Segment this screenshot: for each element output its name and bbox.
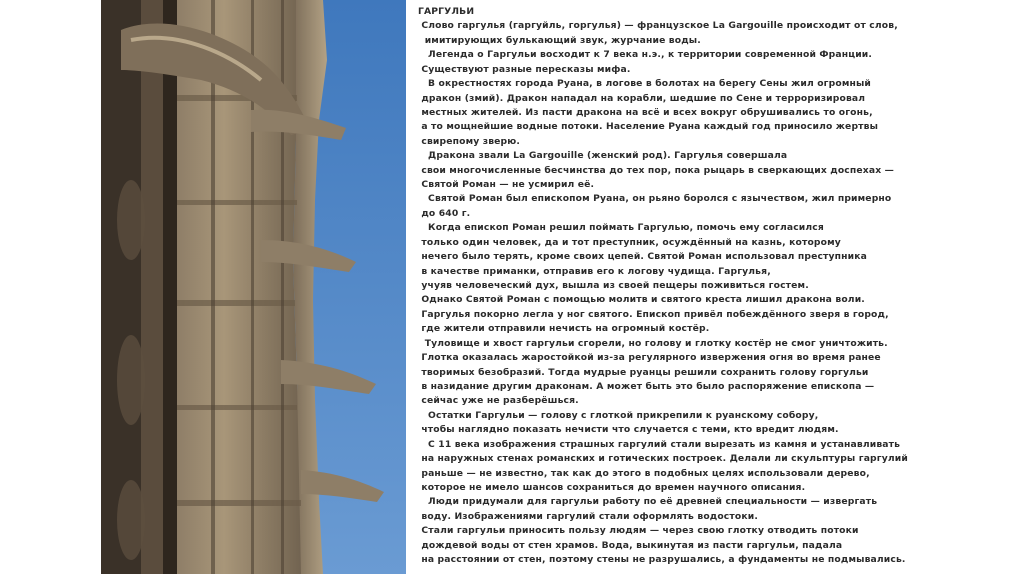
text-line: Стали гаргульи приносить пользу людям — через свою глотку отводить потоки (418, 525, 859, 537)
text-line: Слово гаргулья (гаргуйль, горгулья) — французское La Gargouille происходит от слов, (418, 20, 898, 32)
text-line: Гаргулья покорно легла у ног святого. Епископ привёл побеждённого зверя в город, (418, 308, 889, 320)
text-line: Глотка оказалась жаростойкой из-за регулярного извержения огня во время ранее (418, 352, 881, 364)
gargoyles-image (101, 0, 406, 574)
text-line: учуяв человеческий дух, вышла из своей пещеры поживиться гостем. (418, 280, 809, 292)
text-line: чтобы наглядно показать нечисти что случается с теми, кто вредит людям. (418, 424, 839, 436)
slide-title: ГАРГУЛЬИ (418, 6, 475, 17)
text-line: в качестве приманки, отправив его к логову чудища. Гаргулья, (418, 265, 771, 277)
text-line: местных жителей. Из пасти дракона на всё и всех вокруг обрушивались то огонь, (418, 106, 873, 118)
text-line: где жители отправили нечисть на огромный костёр. (418, 323, 710, 335)
text-line: С 11 века изображения страшных гаргулий стали вырезать из камня и устанавливать (418, 438, 901, 450)
text-line: до 640 г. (418, 207, 471, 219)
text-line: Существуют разные пересказы мифа. (418, 63, 631, 75)
text-line: на расстоянии от стен, поэтому стены не разрушались, а фундаменты не подмывались. (418, 554, 906, 566)
text-line: сейчас уже не разберёшься. (418, 395, 579, 407)
text-line: Остатки Гаргульи — голову с глоткой прикрепили к руанскому собору, (418, 409, 819, 421)
gargoyles-photo (101, 0, 406, 574)
text-line: свирепому зверю. (418, 135, 520, 147)
text-line: творимых безобразий. Тогда мудрые руанцы решили сохранить голову горгульи (418, 366, 869, 378)
text-line: Святой Роман был епископом Руана, он рьяно боролся с язычеством, жил примерно (418, 193, 892, 205)
text-line: которое не имело шансов сохраниться до времен научного описания. (418, 481, 806, 493)
text-line: Туловище и хвост гаргульи сгорели, но голову и глотку костёр не смог уничтожить. (418, 337, 888, 349)
text-line: на наружных стенах романских и готических построек. Делали ли скульптуры гаргулий (418, 453, 908, 465)
text-line: Святой Роман — не усмирил её. (418, 179, 595, 191)
text-line: В окрестностях города Руана, в логове в болотах на берегу Сены жил огромный (418, 78, 872, 90)
article-text (418, 5, 918, 567)
text-line: Легенда о Гаргульи восходит к 7 века н.э., к территории современной Франции. (418, 49, 873, 61)
text-line: Люди придумали для гаргульи работу по её древней специальности — извергать (418, 496, 878, 508)
text-line: Однако Святой Роман с помощью молитв и святого креста лишил дракона воли. (418, 294, 865, 306)
text-line: а то мощнейшие водные потоки. Население Руана каждый год приносило жертвы (418, 121, 879, 133)
text-line: свои многочисленные бесчинства до тех пор, пока рыцарь в сверкающих доспехах — (418, 164, 894, 176)
text-line: раньше — не известно, так как до этого в подобных целях использовали дерево, (418, 467, 870, 479)
text-line: имитирующих булькающий звук, журчание воды. (418, 34, 701, 46)
text-line: воду. Изображениями гаргулий стали оформлять водостоки. (418, 510, 758, 522)
text-line: дракон (змий). Дракон нападал на корабли, шедшие по Сене и терроризировал (418, 92, 866, 104)
text-line: в назидание другим драконам. А может быть это было распоряжение епископа — (418, 380, 875, 392)
text-line: дождевой воды от стен храмов. Вода, выкинутая из пасти гаргульи, падала (418, 539, 843, 551)
text-line: Когда епископ Роман решил поймать Гаргулью, помочь ему согласился (418, 222, 824, 234)
text-line: только один человек, да и тот преступник, осуждённый на казнь, которому (418, 236, 841, 248)
text-line: Дракона звали La Gargouille (женский род). Гаргулья совершала (418, 150, 788, 162)
text-line: нечего было терять, кроме своих цепей. Святой Роман использовал преступника (418, 251, 867, 263)
